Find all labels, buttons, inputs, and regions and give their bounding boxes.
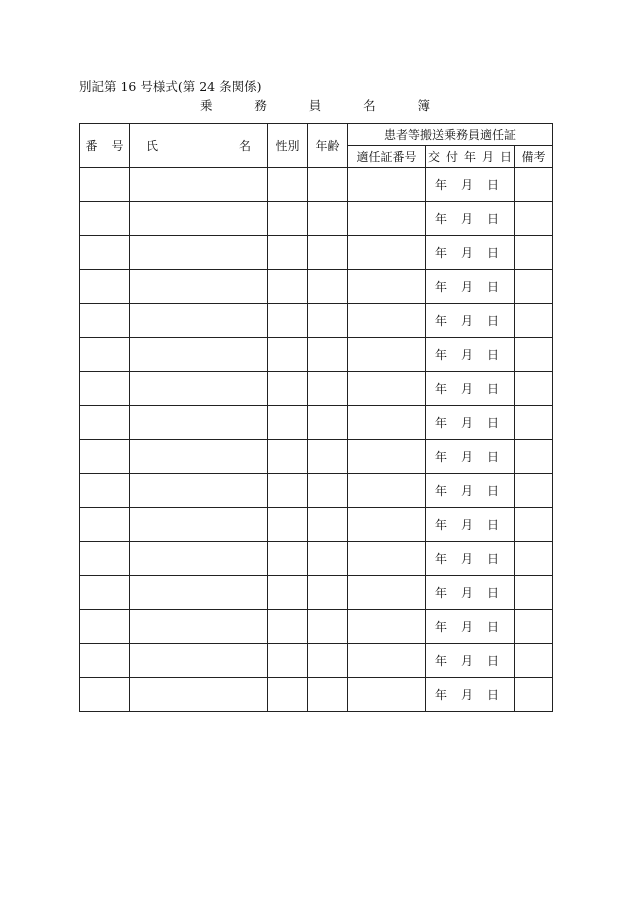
issued-date-cell[interactable]	[426, 678, 515, 712]
sex-cell[interactable]	[268, 338, 308, 372]
issued-date-cell[interactable]	[426, 406, 515, 440]
remarks-cell[interactable]	[515, 542, 553, 576]
number-cell[interactable]	[80, 338, 130, 372]
date-unit-label: 月	[460, 280, 473, 294]
date-unit-label: 日	[486, 382, 499, 396]
name-cell[interactable]	[130, 474, 268, 508]
remarks-cell[interactable]	[515, 270, 553, 304]
number-cell[interactable]	[80, 372, 130, 406]
remarks-cell[interactable]	[515, 474, 553, 508]
cert-number-cell[interactable]	[348, 542, 426, 576]
cert-number-cell[interactable]	[348, 304, 426, 338]
issued-date-cell[interactable]	[426, 508, 515, 542]
date-unit-label: 日	[486, 212, 499, 226]
date-placeholder	[426, 346, 514, 363]
name-cell[interactable]	[130, 338, 268, 372]
name-cell[interactable]	[130, 678, 268, 712]
date-placeholder	[426, 550, 514, 567]
date-unit-label: 年	[434, 620, 447, 634]
date-unit-label: 日	[486, 348, 499, 362]
issued-date-cell[interactable]	[426, 610, 515, 644]
sex-header: 性別	[268, 124, 308, 168]
sex-cell[interactable]	[268, 406, 308, 440]
age-cell[interactable]	[308, 678, 348, 712]
date-unit-label: 月	[460, 552, 473, 566]
issued-date-header: 交 付 年 月 日	[426, 146, 515, 168]
name-cell[interactable]	[130, 202, 268, 236]
date-unit-label: 年	[434, 314, 447, 328]
date-unit-label: 年	[434, 586, 447, 600]
table-row	[80, 610, 553, 644]
date-unit-label: 日	[486, 314, 499, 328]
age-cell[interactable]	[308, 576, 348, 610]
number-cell[interactable]	[80, 610, 130, 644]
title-char: 簿	[417, 98, 430, 113]
date-unit-label: 年	[434, 518, 447, 532]
document-title	[200, 98, 430, 114]
name-cell[interactable]	[130, 406, 268, 440]
age-cell[interactable]	[308, 372, 348, 406]
name-cell[interactable]	[130, 440, 268, 474]
name-cell[interactable]	[130, 610, 268, 644]
number-cell[interactable]	[80, 644, 130, 678]
cert-number-cell[interactable]	[348, 270, 426, 304]
table-row	[80, 168, 553, 202]
date-unit-label: 年	[434, 688, 447, 702]
age-cell[interactable]	[308, 610, 348, 644]
date-unit-label: 月	[460, 688, 473, 702]
name-cell[interactable]	[130, 236, 268, 270]
age-cell[interactable]	[308, 236, 348, 270]
number-cell[interactable]	[80, 406, 130, 440]
number-cell[interactable]	[80, 270, 130, 304]
cert-number-cell[interactable]	[348, 338, 426, 372]
remarks-cell[interactable]	[515, 202, 553, 236]
date-unit-label: 日	[486, 178, 499, 192]
table-row	[80, 304, 553, 338]
sex-cell[interactable]	[268, 610, 308, 644]
certificate-group-header: 患者等搬送乗務員適任証	[348, 124, 553, 146]
remarks-cell[interactable]	[515, 372, 553, 406]
date-unit-label: 年	[434, 348, 447, 362]
issued-date-cell[interactable]	[426, 542, 515, 576]
date-placeholder	[426, 176, 514, 193]
date-unit-label: 年	[434, 552, 447, 566]
date-unit-label: 日	[486, 246, 499, 260]
sex-cell[interactable]	[268, 508, 308, 542]
cert-number-cell[interactable]	[348, 406, 426, 440]
remarks-cell[interactable]	[515, 236, 553, 270]
name-cell[interactable]	[130, 644, 268, 678]
cert-number-cell[interactable]	[348, 474, 426, 508]
age-cell[interactable]	[308, 542, 348, 576]
remarks-cell[interactable]	[515, 168, 553, 202]
issued-date-cell[interactable]	[426, 270, 515, 304]
date-placeholder	[426, 686, 514, 703]
name-cell[interactable]	[130, 304, 268, 338]
age-header: 年齢	[308, 124, 348, 168]
issued-date-cell[interactable]	[426, 168, 515, 202]
cert-number-cell[interactable]	[348, 508, 426, 542]
name-cell[interactable]	[130, 270, 268, 304]
date-unit-label: 月	[460, 586, 473, 600]
date-unit-label: 月	[460, 246, 473, 260]
table-row	[80, 576, 553, 610]
age-cell[interactable]	[308, 168, 348, 202]
sex-cell[interactable]	[268, 270, 308, 304]
remarks-cell[interactable]	[515, 406, 553, 440]
sex-cell[interactable]	[268, 372, 308, 406]
remarks-cell[interactable]	[515, 304, 553, 338]
date-placeholder	[426, 278, 514, 295]
remarks-cell[interactable]	[515, 440, 553, 474]
sex-cell[interactable]	[268, 542, 308, 576]
date-placeholder	[426, 312, 514, 329]
table-row	[80, 508, 553, 542]
date-unit-label: 年	[434, 450, 447, 464]
table-row	[80, 474, 553, 508]
date-unit-label: 月	[460, 416, 473, 430]
date-placeholder	[426, 584, 514, 601]
number-cell[interactable]	[80, 576, 130, 610]
date-unit-label: 日	[486, 552, 499, 566]
issued-date-cell[interactable]	[426, 304, 515, 338]
issued-date-cell[interactable]	[426, 644, 515, 678]
date-unit-label: 日	[486, 484, 499, 498]
date-unit-label: 月	[460, 212, 473, 226]
remarks-cell[interactable]	[515, 338, 553, 372]
issued-date-cell[interactable]	[426, 202, 515, 236]
sex-cell[interactable]	[268, 644, 308, 678]
name-cell[interactable]	[130, 372, 268, 406]
date-unit-label: 日	[486, 654, 499, 668]
date-placeholder	[426, 210, 514, 227]
number-cell[interactable]	[80, 304, 130, 338]
issued-date-cell[interactable]	[426, 440, 515, 474]
date-unit-label: 日	[486, 280, 499, 294]
date-placeholder	[426, 618, 514, 635]
issued-date-cell[interactable]	[426, 474, 515, 508]
table-row	[80, 338, 553, 372]
date-placeholder	[426, 482, 514, 499]
age-cell[interactable]	[308, 270, 348, 304]
table-row	[80, 440, 553, 474]
roster-body	[80, 168, 553, 712]
date-unit-label: 日	[486, 620, 499, 634]
number-cell[interactable]	[80, 168, 130, 202]
sex-cell[interactable]	[268, 576, 308, 610]
date-unit-label: 月	[460, 314, 473, 328]
number-cell[interactable]	[80, 542, 130, 576]
issued-date-cell[interactable]	[426, 372, 515, 406]
issued-date-cell[interactable]	[426, 236, 515, 270]
title-char: 乗	[200, 98, 213, 113]
cert-number-header: 適任証番号	[348, 146, 426, 168]
cert-number-cell[interactable]	[348, 678, 426, 712]
table-row	[80, 542, 553, 576]
date-unit-label: 年	[434, 382, 447, 396]
table-row	[80, 644, 553, 678]
date-unit-label: 月	[460, 654, 473, 668]
remarks-cell[interactable]	[515, 644, 553, 678]
table-row	[80, 236, 553, 270]
title-char: 名	[363, 98, 376, 113]
sex-cell[interactable]	[268, 440, 308, 474]
date-unit-label: 年	[434, 246, 447, 260]
crew-roster-table	[79, 123, 553, 712]
age-cell[interactable]	[308, 338, 348, 372]
sex-cell[interactable]	[268, 678, 308, 712]
cert-number-cell[interactable]	[348, 576, 426, 610]
cert-number-cell[interactable]	[348, 202, 426, 236]
remarks-cell[interactable]	[515, 678, 553, 712]
date-unit-label: 日	[486, 416, 499, 430]
cert-number-cell[interactable]	[348, 440, 426, 474]
issued-date-cell[interactable]	[426, 338, 515, 372]
date-unit-label: 年	[434, 654, 447, 668]
number-cell[interactable]	[80, 440, 130, 474]
sex-cell[interactable]	[268, 168, 308, 202]
date-unit-label: 月	[460, 450, 473, 464]
date-placeholder	[426, 516, 514, 533]
date-unit-label: 年	[434, 212, 447, 226]
remarks-cell[interactable]	[515, 610, 553, 644]
sex-cell[interactable]	[268, 202, 308, 236]
remarks-header: 備考	[515, 146, 553, 168]
cert-number-cell[interactable]	[348, 372, 426, 406]
age-cell[interactable]	[308, 508, 348, 542]
date-unit-label: 月	[460, 382, 473, 396]
table-row	[80, 406, 553, 440]
cert-number-cell[interactable]	[348, 644, 426, 678]
date-unit-label: 年	[434, 178, 447, 192]
table-row	[80, 678, 553, 712]
name-cell[interactable]	[130, 576, 268, 610]
title-char: 員	[308, 98, 322, 113]
sex-cell[interactable]	[268, 474, 308, 508]
title-char: 務	[254, 98, 267, 113]
name-cell[interactable]	[130, 168, 268, 202]
sex-cell[interactable]	[268, 304, 308, 338]
age-cell[interactable]	[308, 202, 348, 236]
table-row	[80, 202, 553, 236]
table-row	[80, 372, 553, 406]
number-cell[interactable]	[80, 236, 130, 270]
sex-cell[interactable]	[268, 236, 308, 270]
date-unit-label: 年	[434, 280, 447, 294]
table-row	[80, 270, 553, 304]
age-cell[interactable]	[308, 644, 348, 678]
number-cell[interactable]	[80, 678, 130, 712]
name-header: 氏 名	[130, 124, 268, 168]
form-identifier: 別記第 16 号様式(第 24 条関係)	[79, 79, 262, 94]
date-placeholder	[426, 414, 514, 431]
date-placeholder	[426, 244, 514, 261]
date-placeholder	[426, 652, 514, 669]
number-cell[interactable]	[80, 474, 130, 508]
date-unit-label: 年	[434, 484, 447, 498]
age-cell[interactable]	[308, 474, 348, 508]
issued-date-cell[interactable]	[426, 576, 515, 610]
date-unit-label: 日	[486, 586, 499, 600]
date-unit-label: 日	[486, 518, 499, 532]
age-cell[interactable]	[308, 304, 348, 338]
date-unit-label: 日	[486, 688, 499, 702]
date-unit-label: 月	[460, 518, 473, 532]
date-unit-label: 月	[460, 620, 473, 634]
name-cell[interactable]	[130, 508, 268, 542]
date-unit-label: 日	[486, 450, 499, 464]
date-unit-label: 月	[460, 178, 473, 192]
remarks-cell[interactable]	[515, 508, 553, 542]
age-cell[interactable]	[308, 440, 348, 474]
cert-number-cell[interactable]	[348, 610, 426, 644]
header-row	[80, 124, 553, 146]
number-cell[interactable]	[80, 508, 130, 542]
cert-number-cell[interactable]	[348, 236, 426, 270]
number-header: 番 号	[80, 124, 130, 168]
date-unit-label: 月	[460, 348, 473, 362]
date-placeholder	[426, 448, 514, 465]
number-cell[interactable]	[80, 202, 130, 236]
date-placeholder	[426, 380, 514, 397]
cert-number-cell[interactable]	[348, 168, 426, 202]
name-cell[interactable]	[130, 542, 268, 576]
date-unit-label: 年	[434, 416, 447, 430]
remarks-cell[interactable]	[515, 576, 553, 610]
age-cell[interactable]	[308, 406, 348, 440]
date-unit-label: 月	[460, 484, 473, 498]
